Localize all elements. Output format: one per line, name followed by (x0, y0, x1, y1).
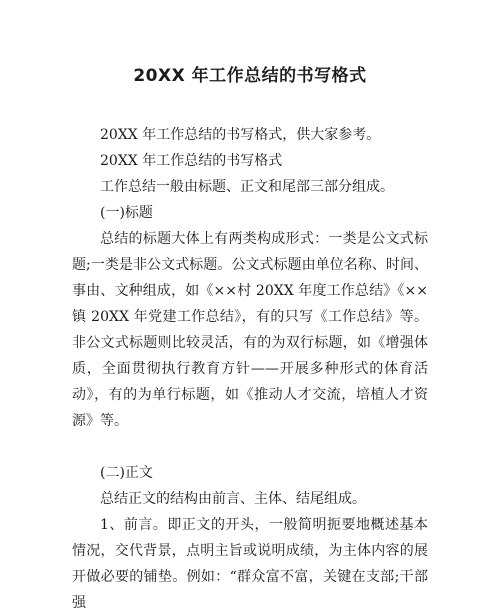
paragraph-intro: 20XX 年工作总结的书写格式，供大家参考。 (100, 127, 381, 143)
section-heading-body: (二)正文 (100, 465, 153, 481)
paragraph-preface: 1、前言。即正文的开头，一般简明扼要地概述基本情况，交代背景，点明主旨或说明成绩，为主体内容的展开做必要的铺垫。例如：“群众富不富，关键在支部;干部强 (72, 517, 428, 611)
paragraph-subtitle: 20XX 年工作总结的书写格式 (100, 153, 283, 169)
document-title: 20XX 年工作总结的书写格式 (133, 66, 367, 86)
paragraph-gap (72, 434, 428, 460)
paragraph-body-structure: 总结正文的结构由前言、主体、结尾组成。 (100, 491, 366, 507)
document-body (72, 122, 428, 616)
paragraph-title-forms: 总结的标题大体上有两类构成形式：一类是公文式标题;一类是非公文式标题。公文式标题由单位名称、时间、事由、文种组成，如《××村 20XX 年度工作总结》《××镇 20XX 年党建工作总结》，有的只写《工作总结》等。非公文式标题则比较灵活，有的为双行标题，如《增强体质，全面贯彻执行教育方针——开展多种形式的体育活动》，有的为单行标题，如《推动人才交流，培植人才资源》等。 (72, 231, 428, 429)
section-heading-title: (一)标题 (100, 205, 153, 221)
paragraph-structure: 工作总结一般由标题、正文和尾部三部分组成。 (100, 179, 394, 195)
